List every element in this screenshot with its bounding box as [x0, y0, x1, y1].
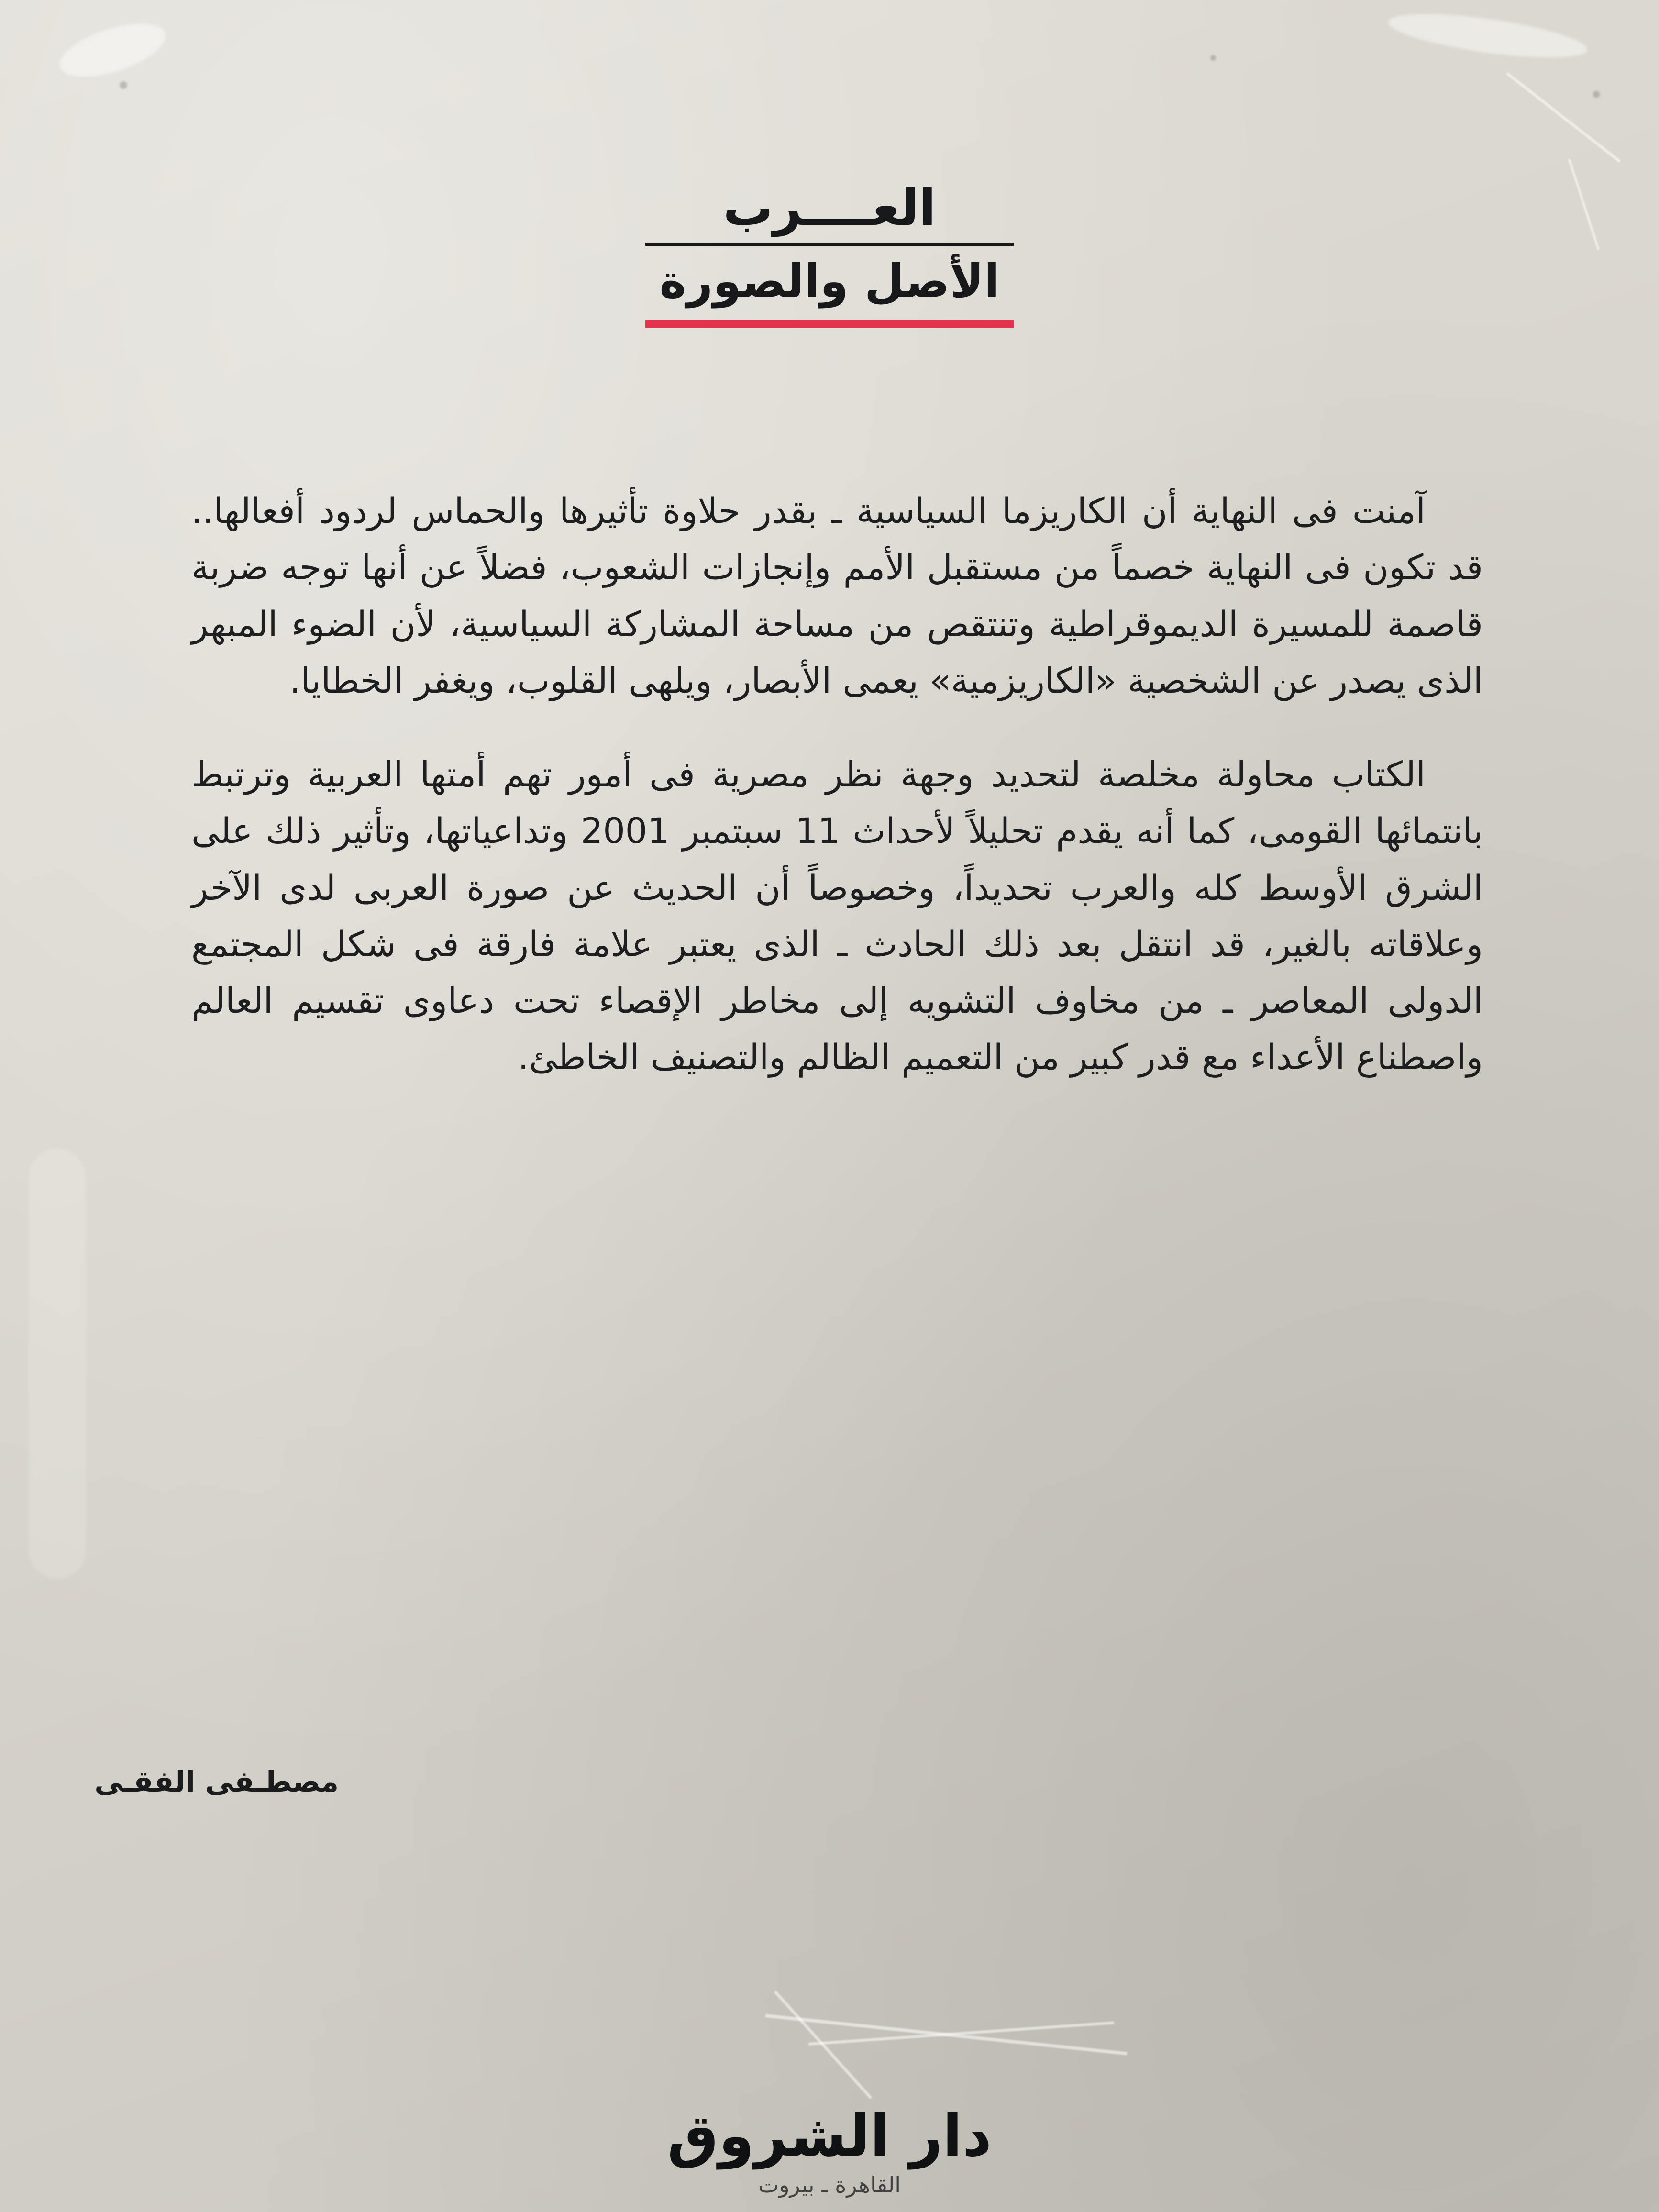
title-divider-dark	[645, 243, 1014, 246]
publisher-logo	[0, 2103, 1659, 2198]
book-title-line2: الأصل والصورة	[659, 254, 1000, 309]
title-divider-accent	[645, 320, 1014, 328]
blurb-paragraph-2: الكتاب محاولة مخلصة لتحديد وجهة نظر مصرية فى أمور تهم أمتها العربية وترتبط بانتمائها القومى، كما أنه يقدم تحليلاً لأحداث 11 سبتمبر 2001 وتداعياتها، وتأثير ذلك على الشرق الأوسط كله والعرب تحديداً، وخصوصاً أن الحديث عن صورة العربى لدى الآخر وعلاقاته بالغير، قد انتقل بعد ذلك الحادث ـ الذى يعتبر علامة فارقة فى شكل المجتمع الدولى المعاصر ـ من مخاوف التشويه إلى مخاطر الإقصاء تحت دعاوى تقسيم العالم واصطناع الأعداء مع قدر كبير من التعميم الظالم والتصنيف الخاطئ.	[191, 754, 1483, 1078]
paper-blemish	[29, 1148, 86, 1579]
paper-spot	[1210, 55, 1216, 61]
paper-blemish	[1386, 5, 1590, 66]
publisher-name: دار الشروق	[667, 2103, 992, 2169]
paper-scuff	[1506, 72, 1621, 163]
title-block	[0, 178, 1659, 328]
paper-scuff	[774, 1991, 872, 2099]
paper-scuff	[808, 2021, 1114, 2046]
author-signature: مصطـفى الفقـى	[94, 1765, 339, 1799]
paper-spot	[1593, 91, 1600, 98]
paper-scuff	[765, 2014, 1128, 2055]
book-title-line1: العــــرب	[723, 178, 936, 237]
publisher-subtitle: القاهرة ـ بيروت	[758, 2172, 901, 2198]
paper-spot	[120, 81, 127, 89]
blurb-text	[191, 483, 1483, 1124]
blurb-paragraph-1: آمنت فى النهاية أن الكاريزما السياسية ـ بقدر حلاوة تأثيرها والحماس لردود أفعالها.. قد تكون فى النهاية خصماً من مستقبل الأمم وإنجازات الشعوب، فضلاً عن أنها توجه ضربة قاصمة للمسيرة الديموقراطية وتنتقص من مساحة المشاركة السياسية، لأن الضوء المبهر الذى يصدر عن الشخصية «الكاريزمية» يعمى الأبصار، ويلهى القلوب، ويغفر الخطايا.	[191, 491, 1483, 701]
paper-blemish	[54, 13, 172, 88]
